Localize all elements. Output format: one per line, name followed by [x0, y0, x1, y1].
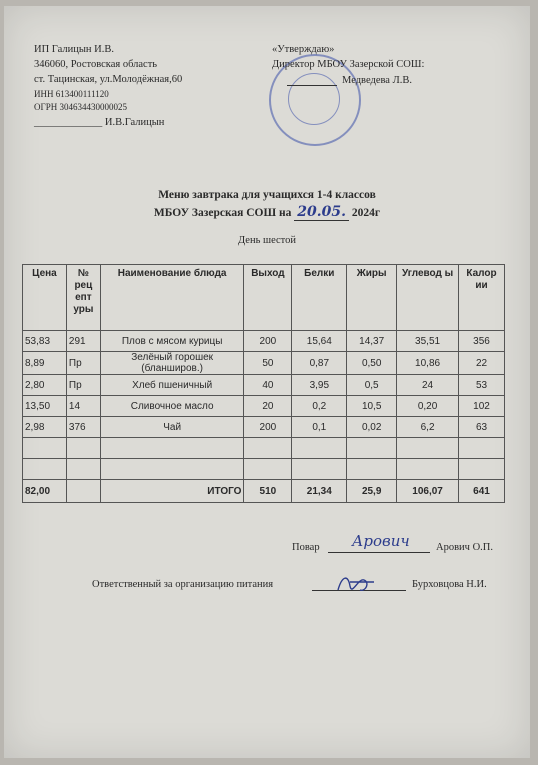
cell-yield: 20: [244, 396, 292, 417]
director-name: Медведева Л.В.: [342, 75, 412, 86]
cell-carbs: 6,2: [397, 417, 459, 438]
org-inn: ИНН 613400111120: [34, 89, 109, 99]
cell-calories: 102: [459, 396, 505, 417]
total-fat: 25,9: [347, 480, 397, 503]
total-protein: 21,34: [292, 480, 347, 503]
org-ogrn: ОГРН 304634430000025: [34, 102, 127, 112]
cell-protein: 3,95: [292, 375, 347, 396]
cell-recipe: 14: [66, 396, 100, 417]
total-label: ИТОГО: [100, 480, 244, 503]
cell-price: 53,83: [23, 331, 67, 352]
header-price: Цена: [23, 265, 67, 331]
total-recipe: [66, 480, 100, 503]
cell-calories: 63: [459, 417, 505, 438]
cell-empty: [66, 459, 100, 480]
total-calories: 641: [459, 480, 505, 503]
cook-name: Арович О.П.: [436, 542, 493, 553]
cell-calories: 22: [459, 352, 505, 375]
cell-calories: 53: [459, 375, 505, 396]
total-carbs: 106,07: [397, 480, 459, 503]
cell-price: 13,50: [23, 396, 67, 417]
cell-protein: 0,87: [292, 352, 347, 375]
cell-empty: [23, 438, 67, 459]
cell-empty: [100, 438, 244, 459]
cell-empty: [292, 438, 347, 459]
cell-empty: [459, 438, 505, 459]
cell-empty: [397, 438, 459, 459]
cell-empty: [347, 459, 397, 480]
cook-handwritten-signature: Арович: [352, 532, 410, 550]
cell-yield: 200: [244, 331, 292, 352]
org-address-1: 346060, Ростовская область: [34, 59, 158, 70]
cell-empty: [347, 438, 397, 459]
cell-yield: 40: [244, 375, 292, 396]
total-price: 82,00: [23, 480, 67, 503]
cell-carbs: 10,86: [397, 352, 459, 375]
handwritten-date: 20.05.: [294, 204, 349, 221]
stamp-emblem: [288, 73, 340, 125]
table-row-empty: [23, 459, 505, 480]
approve-label: «Утверждаю»: [272, 44, 335, 55]
day-label: День шестой: [238, 235, 296, 246]
cell-recipe: 291: [66, 331, 100, 352]
header-recipe: № рец епт уры: [66, 265, 100, 331]
header-yield: Выход: [244, 265, 292, 331]
header-dish: Наименование блюда: [100, 265, 244, 331]
responsible-signature-mark: [330, 568, 380, 602]
director-position: Директор МБОУ Зазерской СОШ:: [272, 59, 425, 70]
cell-dish: Плов с мясом курицы: [100, 331, 244, 352]
table-header-row: [23, 265, 505, 331]
cell-empty: [459, 459, 505, 480]
table-row: [23, 331, 505, 352]
cook-label: Повар: [292, 542, 320, 553]
cell-empty: [244, 459, 292, 480]
cell-empty: [244, 438, 292, 459]
cell-empty: [292, 459, 347, 480]
cell-price: 2,80: [23, 375, 67, 396]
org-signature-line: _____________ И.В.Галицын: [34, 117, 165, 128]
table-total-row: [23, 480, 505, 503]
menu-table: [22, 264, 505, 503]
cell-recipe: 376: [66, 417, 100, 438]
org-address-2: ст. Тацинская, ул.Молодёжная,60: [34, 74, 183, 85]
school-label: МБОУ Зазерская СОШ на: [153, 207, 292, 219]
responsible-label: Ответственный за организацию питания: [92, 579, 274, 590]
responsible-name: Бурховцова Н.И.: [412, 579, 487, 590]
table-row: [23, 352, 505, 375]
table-row: [23, 417, 505, 438]
cell-protein: 0,2: [292, 396, 347, 417]
menu-subtitle: [4, 204, 530, 220]
cell-dish: Сливочное масло: [100, 396, 244, 417]
header-protein: Белки: [292, 265, 347, 331]
cell-price: 2,98: [23, 417, 67, 438]
cell-fat: 0,02: [347, 417, 397, 438]
table-row: [23, 396, 505, 417]
table-row: [23, 375, 505, 396]
cell-dish: Хлеб пшеничный: [100, 375, 244, 396]
cell-empty: [397, 459, 459, 480]
cell-protein: 0,1: [292, 417, 347, 438]
org-name: ИП Галицын И.В.: [34, 44, 114, 55]
total-yield: 510: [244, 480, 292, 503]
cell-dish: Зелёный горошек (бланширов.): [100, 352, 244, 375]
cell-recipe: Пр: [66, 375, 100, 396]
cell-dish: Чай: [100, 417, 244, 438]
cell-carbs: 24: [397, 375, 459, 396]
cell-fat: 10,5: [347, 396, 397, 417]
cell-price: 8,89: [23, 352, 67, 375]
director-signature-line: [287, 85, 337, 86]
cell-yield: 200: [244, 417, 292, 438]
cell-carbs: 0,20: [397, 396, 459, 417]
table-row-empty: [23, 438, 505, 459]
cell-carbs: 35,51: [397, 331, 459, 352]
header-carbs: Углевод ы: [397, 265, 459, 331]
year-label: 2024г: [351, 207, 381, 219]
cell-empty: [100, 459, 244, 480]
cell-empty: [66, 438, 100, 459]
cell-empty: [23, 459, 67, 480]
cell-yield: 50: [244, 352, 292, 375]
header-fat: Жиры: [347, 265, 397, 331]
menu-title: Меню завтрака для учащихся 1-4 классов: [158, 189, 376, 201]
cell-protein: 15,64: [292, 331, 347, 352]
cook-signature-line: [328, 552, 430, 553]
cell-fat: 0,50: [347, 352, 397, 375]
cell-fat: 0,5: [347, 375, 397, 396]
cell-calories: 356: [459, 331, 505, 352]
header-calories: Калор ии: [459, 265, 505, 331]
cell-fat: 14,37: [347, 331, 397, 352]
cell-recipe: Пр: [66, 352, 100, 375]
